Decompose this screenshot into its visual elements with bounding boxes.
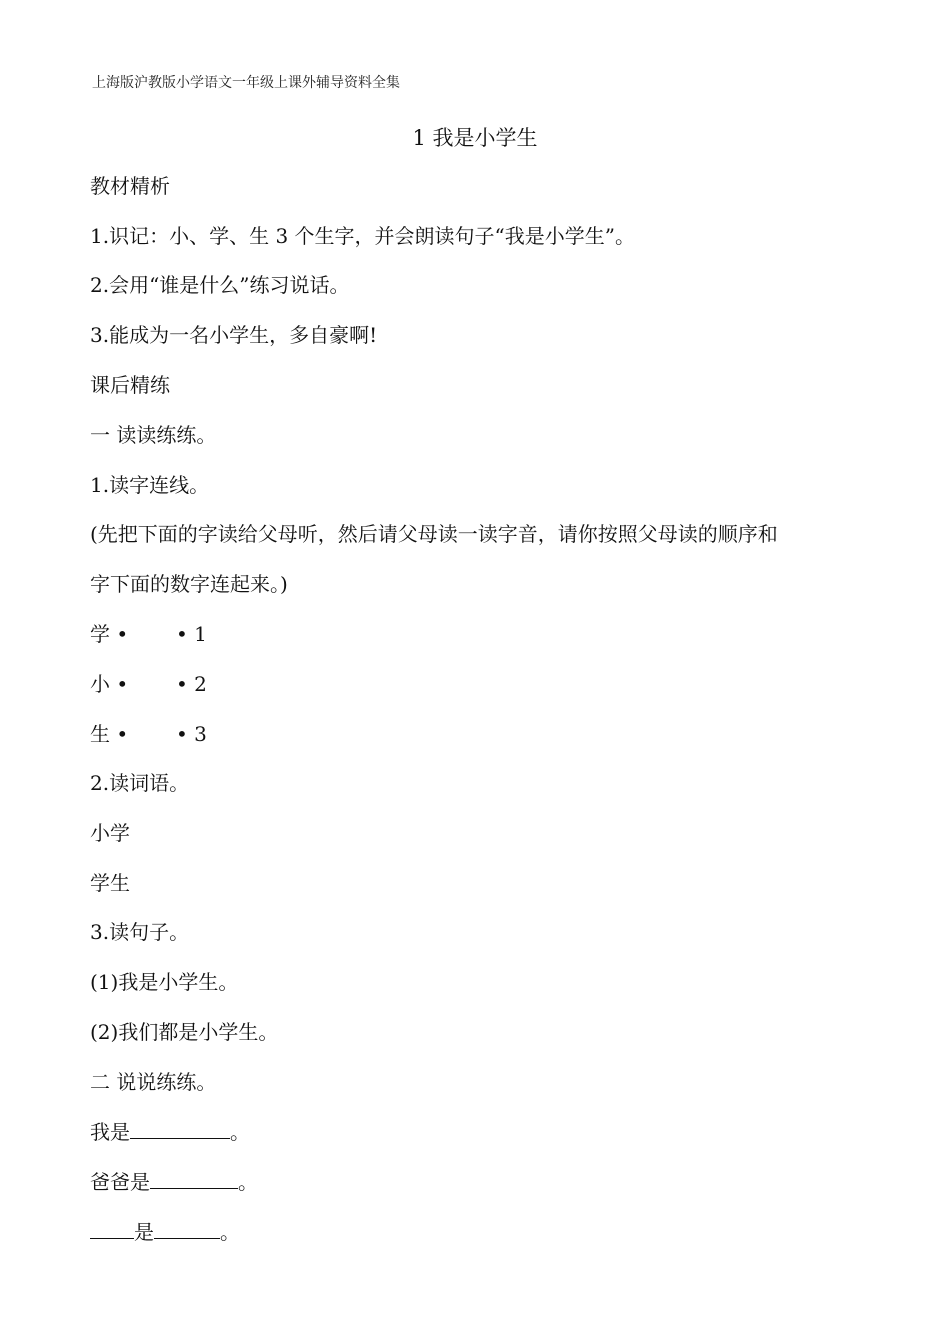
q1-instruction-line-2: 字下面的数字连起来。) (90, 572, 288, 596)
part1-heading: 一 读读练练。 (90, 423, 217, 447)
q1-instruction-line-1: (先把下面的字读给父母听，然后请父母读一读字音，请你按照父母读的顺序和 (90, 522, 778, 546)
match-char: 小 • (90, 672, 129, 696)
match-row (90, 720, 207, 748)
answer-blank[interactable] (150, 1170, 238, 1189)
analysis-item-1: 1.识记：小、学、生 3 个生字，并会朗读句子“我是小学生”。 (90, 224, 635, 248)
answer-blank[interactable] (90, 1220, 134, 1239)
practice-heading: 课后精练 (90, 373, 170, 397)
q2-word-1: 小学 (90, 821, 130, 845)
q3-sentence-2: (2)我们都是小学生。 (90, 1020, 279, 1044)
fill-sentence-1 (90, 1118, 250, 1146)
fill-suffix: 。 (220, 1220, 240, 1244)
answer-blank[interactable] (130, 1120, 230, 1139)
q3-title: 3.读句子。 (90, 920, 190, 944)
q3-sentence-1: (1)我是小学生。 (90, 970, 239, 994)
match-number: • 2 (176, 672, 207, 696)
match-row (90, 620, 207, 648)
fill-sentence-2 (90, 1168, 258, 1196)
fill-sentence-3 (90, 1218, 240, 1246)
match-char: 学 • (90, 622, 129, 646)
lesson-title: 1 我是小学生 (412, 126, 538, 150)
part2-heading: 二 说说练练。 (90, 1070, 217, 1094)
fill-middle: 是 (134, 1220, 154, 1244)
q1-title: 1.读字连线。 (90, 473, 210, 497)
analysis-item-2: 2.会用“谁是什么”练习说话。 (90, 273, 350, 297)
fill-prefix: 爸爸是 (90, 1170, 150, 1194)
match-number: • 1 (176, 622, 207, 646)
answer-blank[interactable] (154, 1220, 220, 1239)
page-header: 上海版沪教版小学语文一年级上课外辅导资料全集 (92, 75, 400, 91)
q2-title: 2.读词语。 (90, 771, 190, 795)
fill-suffix: 。 (238, 1170, 258, 1194)
analysis-item-3: 3.能成为一名小学生，多自豪啊! (90, 323, 378, 347)
analysis-heading: 教材精析 (90, 174, 170, 198)
fill-prefix: 我是 (90, 1120, 130, 1144)
match-row (90, 670, 207, 698)
match-char: 生 • (90, 722, 129, 746)
q2-word-2: 学生 (90, 871, 130, 895)
fill-suffix: 。 (230, 1120, 250, 1144)
match-number: • 3 (176, 722, 207, 746)
